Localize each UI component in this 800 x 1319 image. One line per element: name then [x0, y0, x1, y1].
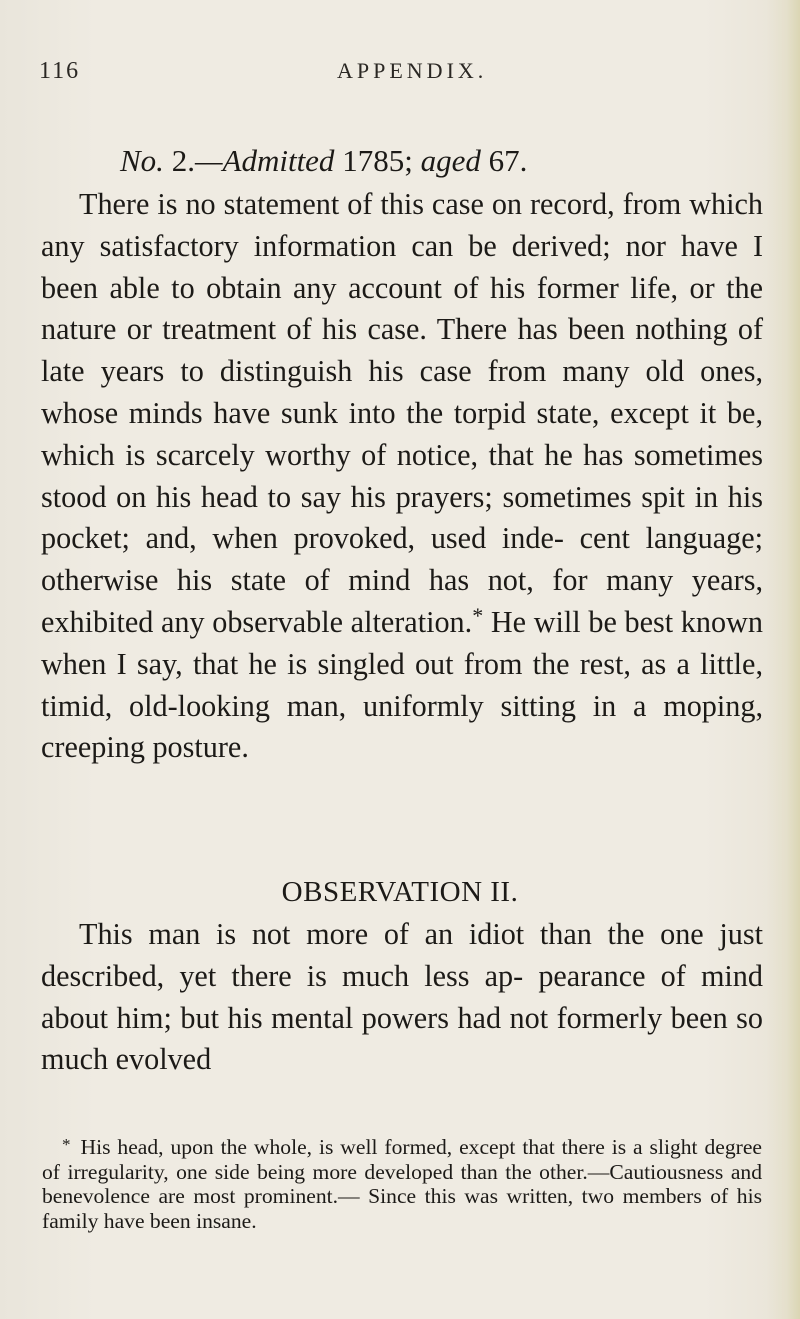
case-label: No. [120, 143, 164, 178]
paragraph-text-before-note: There is no statement of this case on record, from which any satisfactory information can be derived; nor have I been able to obtain any account of his former life, or the nature or treatment of his case. There has been nothing of late years to distinguish his case from many old ones, whose minds have sunk into the torpid state, except it be, which is scarcely worthy of notice, that he has sometimes stood on his head to say his prayers; sometimes spit in his pocket; and, when provoked, used inde- cent language; otherwise his state of mind has not, for many years, exhibited any observable alteration. [41, 187, 763, 639]
page-edge-shadow [766, 0, 800, 1319]
case-heading [120, 143, 527, 179]
footnote-reference: * [472, 602, 484, 628]
admitted-label: Admitted [222, 143, 335, 178]
running-title: APPENDIX. [337, 58, 488, 83]
paragraph-case-record [41, 184, 763, 769]
footnote [42, 1133, 762, 1233]
paragraph-observation: This man is not more of an idiot than the one just described, yet there is much less ap- pearance of mind about him; but his mental powers had not formerly been so much evolved [41, 917, 763, 1077]
age-value: 67. [488, 143, 528, 178]
case-number: 2. [171, 143, 195, 178]
aged-label: aged [420, 143, 481, 178]
page-number: 116 [39, 58, 81, 84]
case-dash: — [194, 143, 223, 178]
case-description [41, 184, 763, 769]
paragraph-text-after-note: He will be best known when I say, that he is singled out from the rest, as a little, timid, old-looking man, uniformly sitting in a moping, creeping posture. [41, 604, 763, 765]
section-heading: OBSERVATION II. [281, 876, 519, 908]
footnote-paragraph [42, 1133, 762, 1233]
footnote-mark: * [62, 1135, 71, 1154]
running-head [0, 58, 800, 88]
admitted-year: 1785; [342, 143, 413, 178]
footnote-text: His head, upon the whole, is well formed, except that there is a slight degree of irregularity, one side being more developed than the other.—Cautiousness and benevolence are most prominent.— Since this was written, two members of his family have been insane. [42, 1135, 762, 1233]
observation-text [41, 914, 763, 1081]
